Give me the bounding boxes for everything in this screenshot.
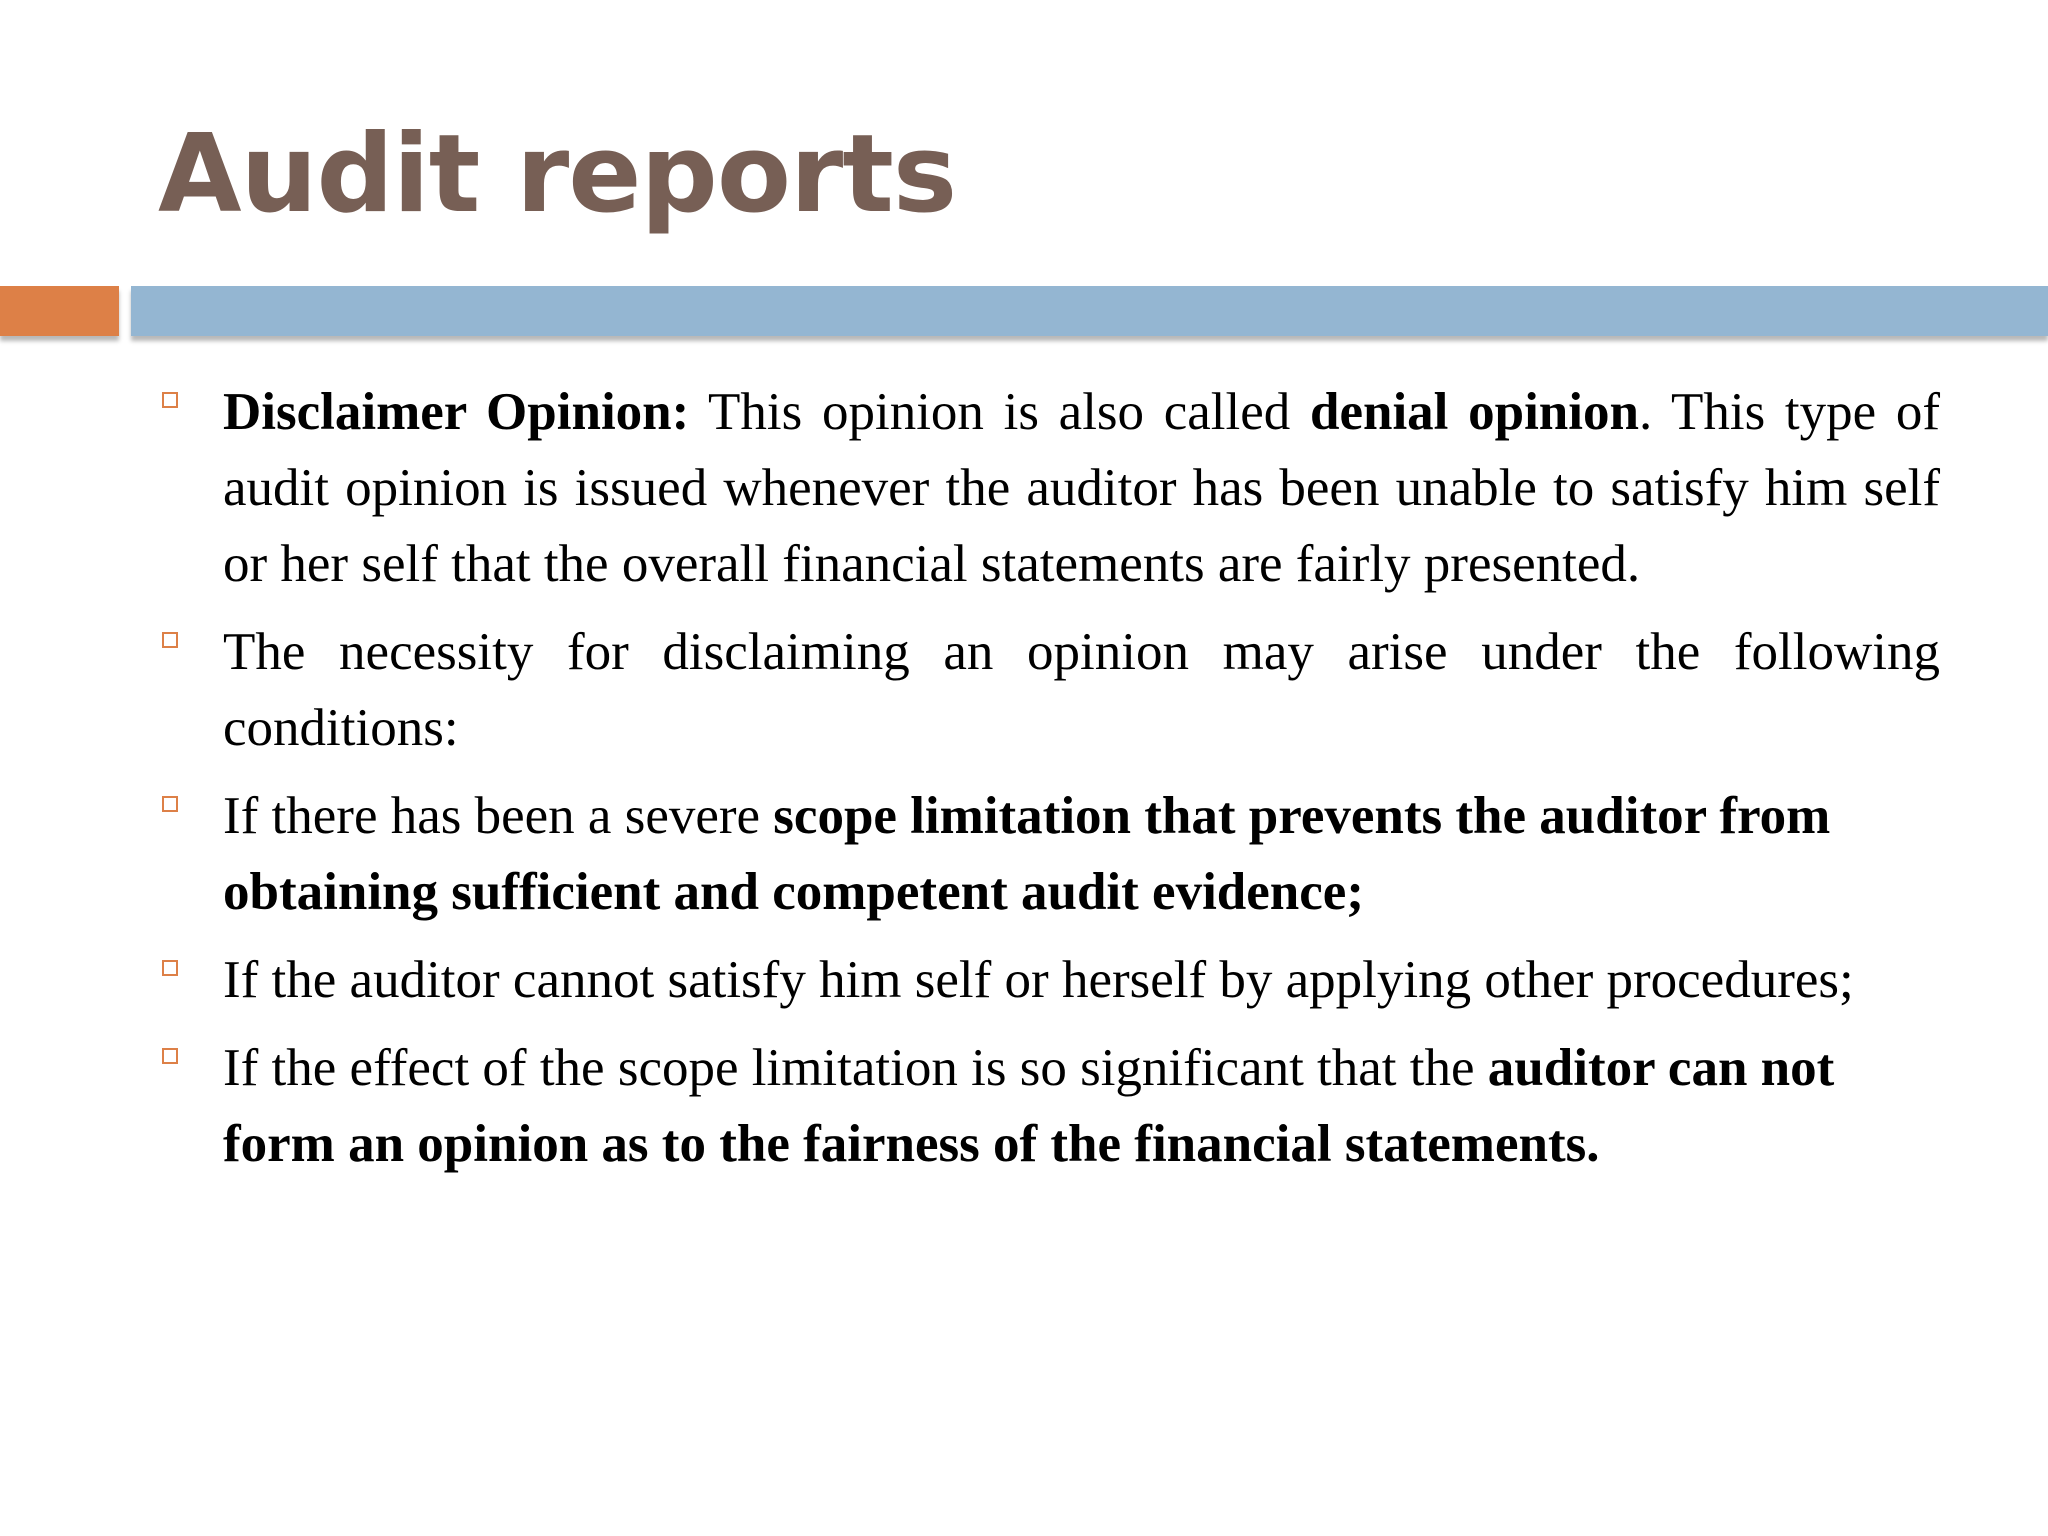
hollow-square-bullet-icon	[162, 796, 178, 812]
bullet-text: If there has been a severe	[223, 787, 774, 845]
title-accent-bar-orange	[0, 286, 119, 336]
bullet-item-scope-limitation	[158, 778, 1940, 930]
bullet-list	[158, 374, 1940, 1194]
bullet-text: The necessity for disclaiming an opinion may arise under the following conditions:	[223, 623, 1940, 757]
title-accent-bar-blue	[131, 286, 2048, 336]
bullet-bold-text: auditor can not form an opinion as to the fairness of the financial statements.	[223, 1039, 1835, 1173]
hollow-square-bullet-icon	[162, 1048, 178, 1064]
slide-title: Audit reports	[158, 112, 957, 237]
bullet-bold-text: scope limitation that prevents the auditor from obtaining sufficient and competent audit evidence;	[223, 787, 1831, 921]
bullet-text: This opinion is also called	[689, 383, 1310, 441]
bullet-text: If the effect of the scope limitation is so significant that the	[223, 1039, 1488, 1097]
bullet-item-significant-effect	[158, 1030, 1940, 1182]
bullet-item-necessity	[158, 614, 1940, 766]
bullet-item-other-procedures	[158, 942, 1940, 1018]
bullet-text: . This type of audit opinion is issued whenever the auditor has been unable to satisfy him self or her self that the overall financial statements are fairly presented.	[223, 383, 1941, 593]
bullet-bold-text: denial opinion	[1309, 383, 1639, 441]
bullet-bold-text: Disclaimer Opinion:	[223, 383, 690, 441]
bullet-text: If the auditor cannot satisfy him self or herself by applying other procedures;	[223, 951, 1854, 1009]
bullet-item-disclaimer-opinion	[158, 374, 1940, 602]
hollow-square-bullet-icon	[162, 960, 178, 976]
hollow-square-bullet-icon	[162, 632, 178, 648]
hollow-square-bullet-icon	[162, 392, 178, 408]
